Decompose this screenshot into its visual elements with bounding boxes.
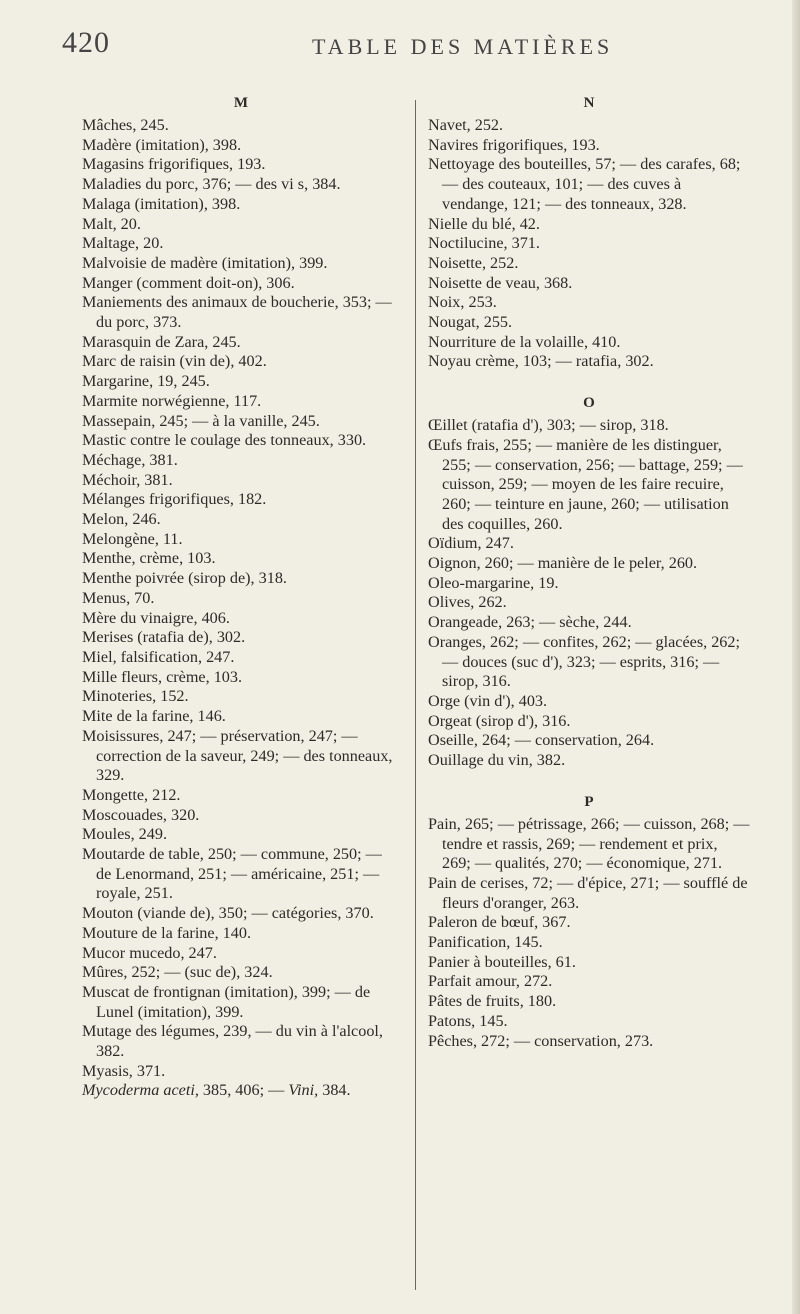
index-entry: Moules, 249. <box>82 825 167 844</box>
index-entry: Orgeat (sirop d'), 316. <box>428 711 571 730</box>
index-entry: Mutage des légumes, 239, — du vin à l'alcool, 382. <box>82 1022 383 1061</box>
index-entry: Malaga (imitation), 398. <box>82 194 241 213</box>
index-entry: Maniements des animaux de boucherie, 353; — du porc, 373. <box>82 293 392 332</box>
index-entry: Moscouades, 320. <box>82 805 200 824</box>
index-entry: Mite de la farine, 146. <box>82 707 226 726</box>
section-gap <box>428 771 750 793</box>
page-header <box>62 26 760 66</box>
column-divider <box>415 100 416 1290</box>
section-letter-o: O <box>583 395 595 412</box>
right-column <box>428 94 750 1051</box>
index-entry: Miel, falsification, 247. <box>82 647 235 666</box>
index-entry: Maladies du porc, 376; — des vi s, 384. <box>82 175 341 194</box>
index-entry: Mille fleurs, crème, 103. <box>82 667 243 686</box>
index-entry: Menthe poivrée (sirop de), 318. <box>82 569 287 588</box>
index-entry: Mouton (viande de), 350; — catégories, 370. <box>82 904 374 923</box>
index-entry: Noctilucine, 371. <box>428 234 540 253</box>
index-entry: Nielle du blé, 42. <box>428 214 540 233</box>
index-entry: Madère (imitation), 398. <box>82 135 242 154</box>
index-entry: Mastic contre le coulage des tonneaux, 330. <box>82 431 367 450</box>
entry-pages: 384. <box>318 1081 351 1100</box>
index-entry: Paleron de bœuf, 367. <box>428 913 571 932</box>
index-entry: Massepain, 245; — à la vanille, 245. <box>82 411 320 430</box>
index-entry: Mongette, 212. <box>82 785 181 804</box>
index-entry: Oseille, 264; — conservation, 264. <box>428 731 655 750</box>
index-entry: Olives, 262. <box>428 593 507 612</box>
index-entry: Oranges, 262; — confites, 262; — glacées, 262; — douces (suc d'), 323; — esprits, 316; — sirop, 316. <box>428 632 740 691</box>
index-entry: Nettoyage des bouteilles, 57; — des carafes, 68; — des couteaux, 101; — des cuves à vendange, 121; — des tonneaux, 328. <box>428 155 741 213</box>
index-entry: Noyau crème, 103; — ratafia, 302. <box>428 352 654 371</box>
section-gap <box>428 372 750 394</box>
index-entry: Pain, 265; — pétrissage, 266; — cuisson, 268; — tendre et rassis, 269; — rendement et prix, 269; — qualités, 270; — économique, 271. <box>428 814 750 873</box>
index-entry: Malvoisie de madère (imitation), 399. <box>82 253 328 272</box>
index-entry: Navet, 252. <box>428 116 504 134</box>
index-entry: Nourriture de la volaille, 410. <box>428 332 621 351</box>
entry-list <box>82 116 400 1081</box>
index-entry: Minoteries, 152. <box>82 687 189 706</box>
entry-italic-term: Vini, <box>288 1081 319 1100</box>
index-entry: Orge (vin d'), 403. <box>428 691 548 710</box>
index-entry: Magasins frigorifiques, 193. <box>82 155 266 174</box>
left-column <box>82 94 400 1101</box>
entry-pages: 385, 406; — <box>198 1081 289 1100</box>
index-entry: Mâches, 245. <box>82 116 169 134</box>
index-entry: Menthe, crème, 103. <box>82 549 216 568</box>
index-entry: Méchoir, 381. <box>82 470 173 489</box>
index-entry: Moisissures, 247; — préservation, 247; — correction de la saveur, 249; — des tonneaux, 329. <box>82 726 393 785</box>
index-entry: Menus, 70. <box>82 588 155 607</box>
index-entry: Malt, 20. <box>82 214 141 233</box>
index-entry: Mélanges frigorifiques, 182. <box>82 490 267 509</box>
section-letter-n: N <box>583 95 595 111</box>
index-entry: Mûres, 252; — (suc de), 324. <box>82 963 273 982</box>
index-entry: Marc de raisin (vin de), 402. <box>82 352 267 371</box>
index-entry: Myasis, 371. <box>82 1061 166 1080</box>
index-entry: Noix, 253. <box>428 293 497 312</box>
index-entry: Marmite norwégienne, 117. <box>82 391 262 410</box>
index-entry: Navires frigorifiques, 193. <box>428 135 600 154</box>
index-entry: Panier à bouteilles, 61. <box>428 952 576 971</box>
index-entry: Mouture de la farine, 140. <box>82 923 252 942</box>
index-entry: Mère du vinaigre, 406. <box>82 608 230 627</box>
entry-italic-term: Mycoderma aceti, <box>82 1081 199 1100</box>
index-entry: Muscat de frontignan (imitation), 399; — de Lunel (imitation), 399. <box>82 982 371 1021</box>
index-entry: Œufs frais, 255; — manière de les distinguer, 255; — conservation, 256; — battage, 259; — cuisson, 259; — moyen de les faire recuire, 260; — teinture en jaune, 260; — utilisation des coquilles, 260. <box>428 435 743 533</box>
index-entry: Méchage, 381. <box>82 450 178 469</box>
index-entry <box>82 1081 400 1101</box>
page-number: 420 <box>62 26 110 59</box>
index-entry: Pâtes de fruits, 180. <box>428 992 557 1011</box>
index-entry: Manger (comment doit-on), 306. <box>82 273 295 292</box>
page-edge <box>792 0 800 1314</box>
index-entry: Noisette, 252. <box>428 253 519 272</box>
index-entry: Pain de cerises, 72; — d'épice, 271; — soufflé de fleurs d'oranger, 263. <box>428 873 748 912</box>
index-entry: Oïdium, 247. <box>428 534 514 553</box>
index-entry: Melon, 246. <box>82 510 161 529</box>
index-entry: Nougat, 255. <box>428 313 513 332</box>
section-letter-p: P <box>584 793 594 810</box>
index-entry: Pêches, 272; — conservation, 273. <box>428 1031 654 1050</box>
index-entry: Melongène, 11. <box>82 529 183 548</box>
index-entry: Œillet (ratafia d'), 303; — sirop, 318. <box>428 416 669 435</box>
index-entry: Parfait amour, 272. <box>428 972 553 991</box>
index-entry: Oleo-margarine, 19. <box>428 573 559 592</box>
index-entry: Oignon, 260; — manière de le peler, 260. <box>428 554 698 573</box>
index-entry: Orangeade, 263; — sèche, 244. <box>428 613 632 632</box>
section-list <box>428 94 750 1051</box>
index-entry: Ouillage du vin, 382. <box>428 751 566 770</box>
index-entry: Patons, 145. <box>428 1011 508 1030</box>
index-entry: Panification, 145. <box>428 933 543 952</box>
running-head: TABLE DES MATIÈRES <box>312 34 614 59</box>
index-entry: Moutarde de table, 250; — commune, 250; — de Lenormand, 251; — américaine, 251; — royale, 251. <box>82 845 382 903</box>
section-letter-m: M <box>233 95 249 111</box>
index-entry: Margarine, 19, 245. <box>82 372 210 391</box>
index-entry: Marasquin de Zara, 245. <box>82 332 241 351</box>
index-entry: Mucor mucedo, 247. <box>82 943 217 962</box>
index-entry: Noisette de veau, 368. <box>428 273 573 292</box>
index-entry: Maltage, 20. <box>82 234 164 253</box>
index-entry: Merises (ratafia de), 302. <box>82 628 246 647</box>
